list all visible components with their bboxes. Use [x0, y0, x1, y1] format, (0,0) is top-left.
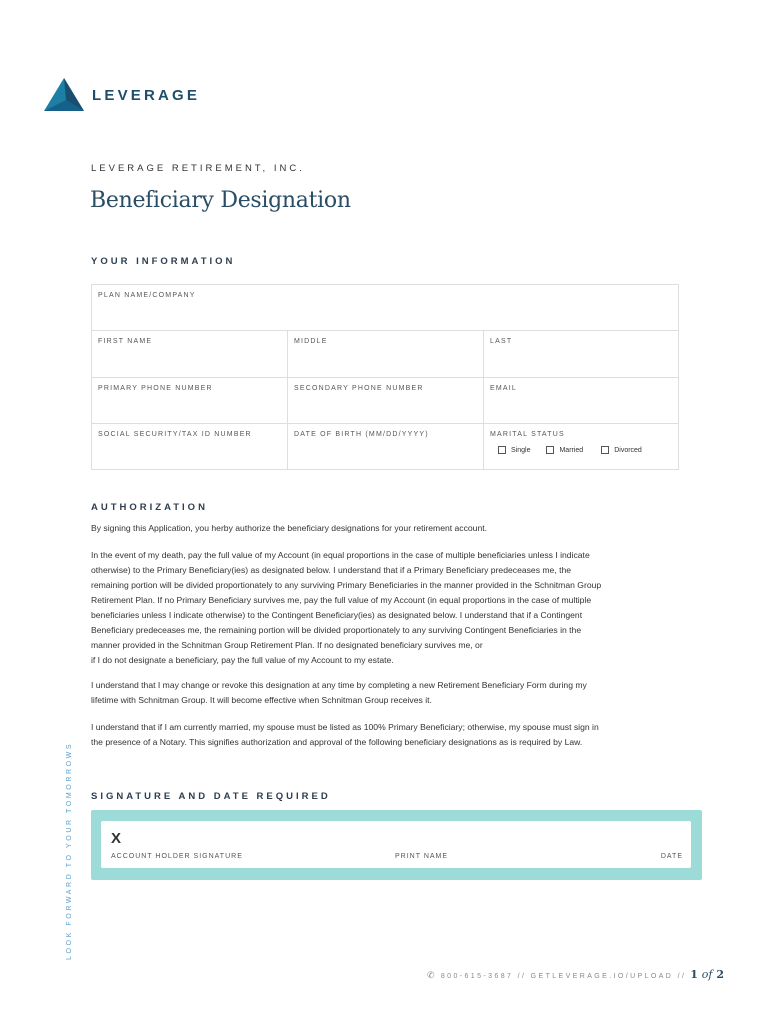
identity-row: [92, 424, 678, 469]
first-name-label: FIRST NAME: [98, 338, 153, 345]
date-label: DATE: [660, 853, 683, 860]
text-line: manner provided in the Schnitman Group Retirement Plan. If no designated beneficiary survives me, or: [91, 640, 483, 650]
authorization-death-clause: [91, 548, 701, 668]
last-name-label: LAST: [490, 338, 513, 345]
married-checkbox[interactable]: [546, 446, 554, 454]
divorced-label: Divorced: [614, 446, 642, 454]
plan-name-field[interactable]: [92, 285, 678, 330]
authorization-intro: [91, 521, 701, 536]
marital-option-married[interactable]: [546, 446, 583, 454]
page-of: of: [701, 968, 713, 981]
first-name-field[interactable]: [92, 331, 288, 377]
leverage-logo: [44, 78, 200, 112]
text-line: Retirement Plan. If no Primary Beneficiary survives me, pay the full value of my Account (in equal proportions in the case of multiple: [91, 595, 592, 605]
signature-heading: SIGNATURE AND DATE REQUIRED: [91, 791, 331, 802]
page-total: 2: [716, 968, 724, 981]
plan-name-label: PLAN NAME/COMPANY: [98, 292, 196, 299]
text-line: the presence of a Notary. This signifies authorization and approval of the following beneficiary designations as is required by Law.: [91, 737, 583, 747]
marital-status-label: MARITAL STATUS: [490, 431, 565, 438]
company-name: LEVERAGE RETIREMENT, INC.: [91, 163, 305, 174]
side-tagline: LOOK FORWARD TO YOUR TOMORROWS: [66, 741, 73, 960]
marital-option-divorced[interactable]: [601, 446, 642, 454]
ssn-label: SOCIAL SECURITY/TAX ID NUMBER: [98, 431, 252, 438]
authorization-revoke-clause: [91, 678, 701, 708]
text-line: otherwise) to the Primary Beneficiary(ies) as designated below. I understand that if a Primary Beneficiary predeceases me, the: [91, 565, 572, 575]
single-label: Single: [511, 446, 531, 454]
page-number: [690, 968, 724, 981]
text-line: In the event of my death, pay the full value of my Account (in equal proportions in the case of multiple beneficiaries unless I indicate: [91, 550, 590, 560]
primary-phone-field[interactable]: [92, 378, 288, 423]
dob-label: DATE OF BIRTH (MM/DD/YYYY): [294, 431, 429, 438]
page-title: Beneficiary Designation: [90, 188, 351, 213]
text-line: Beneficiary predeceases me, the remaining portion will be divided proportionately to any surviving Contingent Beneficiaries in the: [91, 625, 582, 635]
text-line: remaining portion will be divided proportionately to any surviving Primary Beneficiaries in the manner provided in the Schnitman Group: [91, 580, 602, 590]
single-checkbox[interactable]: [498, 446, 506, 454]
account-holder-signature-label: ACCOUNT HOLDER SIGNATURE: [111, 853, 243, 860]
text-line: beneficiaries unless I indicate otherwise) to the Contingent Beneficiary(ies) as designated below. I understand that if a Contingent: [91, 610, 583, 620]
secondary-phone-label: SECONDARY PHONE NUMBER: [294, 385, 424, 392]
middle-name-label: MIDDLE: [294, 338, 328, 345]
authorization-spouse-clause: [91, 720, 701, 750]
marital-status-options: [498, 446, 642, 454]
divorced-checkbox[interactable]: [601, 446, 609, 454]
signature-x-mark: X: [111, 830, 122, 847]
name-row: [92, 331, 678, 378]
authorization-heading: AUTHORIZATION: [91, 502, 208, 513]
marital-status-field: [484, 424, 680, 469]
text-line: I understand that I may change or revoke this designation at any time by completing a new Retirement Beneficiary Form during my: [91, 680, 587, 690]
email-label: EMAIL: [490, 385, 518, 392]
phone-icon: ✆: [426, 970, 437, 980]
secondary-phone-field[interactable]: [288, 378, 484, 423]
leverage-triangle-icon: [44, 78, 84, 112]
last-name-field[interactable]: [484, 331, 680, 377]
text-line: if I do not designate a beneficiary, pay the full value of my Account to my estate.: [91, 655, 394, 665]
dob-field[interactable]: [288, 424, 484, 469]
page-footer: [427, 968, 724, 981]
brand-name: LEVERAGE: [92, 86, 201, 104]
signature-box: [91, 810, 702, 880]
your-information-heading: YOUR INFORMATION: [91, 256, 236, 267]
marital-option-single[interactable]: [498, 446, 530, 454]
print-name-label: PRINT NAME: [395, 853, 449, 860]
authorization-intro-text: By signing this Application, you herby authorize the beneficiary designations for your retirement account.: [91, 523, 488, 533]
ssn-field[interactable]: [92, 424, 288, 469]
married-label: Married: [559, 446, 584, 454]
your-information-table: [91, 284, 679, 470]
primary-phone-label: PRIMARY PHONE NUMBER: [98, 385, 213, 392]
plan-row: [92, 285, 678, 331]
text-line: lifetime with Schnitman Group. It will become effective when Schnitman Group receives it.: [91, 695, 432, 705]
footer-contact: 800-615-3687 // GETLEVERAGE.IO/UPLOAD //: [440, 973, 687, 980]
signature-area[interactable]: [101, 821, 691, 868]
contact-row: [92, 378, 678, 424]
page-current: 1: [690, 968, 698, 981]
text-line: I understand that if I am currently married, my spouse must be listed as 100% Primary Beneficiary; otherwise, my spouse must sign in: [91, 722, 599, 732]
middle-name-field[interactable]: [288, 331, 484, 377]
email-field[interactable]: [484, 378, 680, 423]
